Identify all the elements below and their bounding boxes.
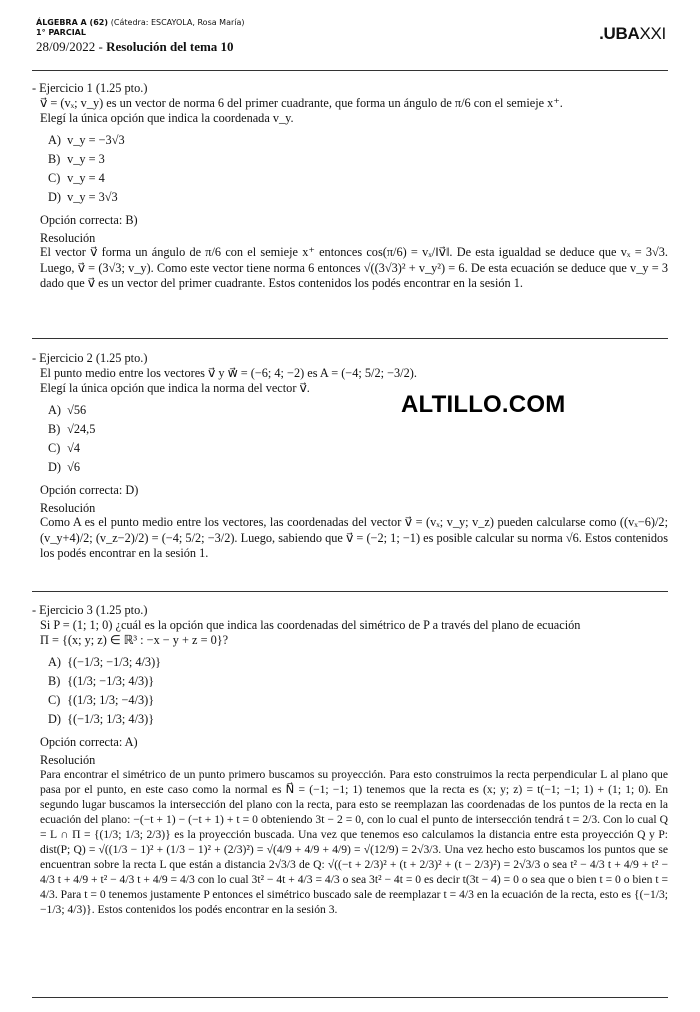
exercise-statement: El punto medio entre los vectores v⃗ y w⃗ = (−6; 4; −2) es A = (−4; 5/2; −3/2).: [40, 366, 417, 380]
exercise-3: [32, 603, 668, 917]
correct-option: Opción correcta: B): [40, 213, 138, 227]
option-letter: D): [48, 190, 61, 204]
option-c: [48, 439, 668, 458]
option-text: {(−1/3; −1/3; 4/3)}: [67, 655, 162, 669]
resolution-label: Resolución: [40, 753, 96, 767]
exercise-statement: Si P = (1; 1; 0) ¿cuál es la opción que indica las coordenadas del simétrico de P a través del plano de ecuación: [40, 618, 581, 632]
exercise-heading: - Ejercicio 1 (1.25 pto.): [32, 81, 148, 95]
exam-date: 28/09/2022: [36, 39, 96, 54]
option-text: √6: [67, 460, 80, 474]
option-text: {(−1/3; 1/3; 4/3)}: [67, 712, 155, 726]
option-text: √56: [67, 403, 87, 417]
option-letter: C): [48, 171, 61, 185]
options-list: [48, 131, 668, 207]
option-text: v_y = 3√3: [67, 190, 118, 204]
resolution-label: Resolución: [40, 501, 96, 515]
option-letter: B): [48, 152, 61, 166]
exercise-instruction: Elegí la única opción que indica la coordenada v_y.: [40, 111, 294, 125]
option-d: [48, 188, 668, 207]
options-list: [48, 653, 668, 729]
exercise-instruction: Π = {(x; y; z) ∈ ℝ³ : −x − y + z = 0}?: [40, 633, 229, 647]
exercise-1: [32, 81, 668, 292]
option-letter: C): [48, 441, 61, 455]
header-divider: [32, 70, 668, 71]
date-separator: -: [95, 39, 107, 54]
option-text: {(1/3; 1/3; −4/3)}: [67, 693, 155, 707]
option-letter: B): [48, 422, 61, 436]
exercise-instruction: Elegí la única opción que indica la norma del vector v⃗.: [40, 381, 310, 395]
logo-main: .UBA: [599, 24, 640, 43]
exam-name: 1° PARCIAL: [36, 28, 86, 37]
exercise-divider: [32, 997, 668, 998]
option-c: [48, 169, 668, 188]
exercise-divider: [32, 591, 668, 592]
option-letter: D): [48, 712, 61, 726]
option-letter: D): [48, 460, 61, 474]
option-letter: A): [48, 655, 61, 669]
option-text: √24,5: [67, 422, 96, 436]
option-letter: C): [48, 693, 61, 707]
option-letter: A): [48, 403, 61, 417]
exercise-statement: v⃗ = (vₓ; v_y) es un vector de norma 6 del primer cuadrante, que forma un ángulo de π/6 con el semieje x⁺.: [40, 96, 563, 110]
option-b: [48, 420, 668, 439]
option-c: [48, 691, 668, 710]
option-d: [48, 710, 668, 729]
date-title-line: [36, 39, 666, 55]
resolution-label: Resolución: [40, 231, 96, 245]
option-b: [48, 150, 668, 169]
option-letter: A): [48, 133, 61, 147]
course-name: ÁLGEBRA A (62): [36, 18, 108, 27]
option-d: [48, 458, 668, 477]
option-text: {(1/3; −1/3; 4/3)}: [67, 674, 155, 688]
options-list: [48, 401, 668, 477]
page-header: [36, 18, 666, 55]
exercise-divider: [32, 338, 668, 339]
resolution-text: El vector v⃗ forma un ángulo de π/6 con el semieje x⁺ entonces cos(π/6) = vₓ/‖v⃗‖. De esta igualdad se deduce que vₓ = 3√3. Luego, v⃗ = (3√3; v_y). Como este vector tiene norma 6 entonces √((3√3)² + v_y²) = 6. De esta ecuación se deduce que v_y = 3 dado que v⃗ es un vector del primer cuadrante. Estos contenidos los podés encontrar en la sesión 1.: [40, 245, 668, 290]
course-chair: (Cátedra: ESCAYOLA, Rosa María): [110, 18, 245, 27]
document-title: Resolución del tema 10: [106, 39, 234, 54]
option-text: v_y = 3: [67, 152, 105, 166]
correct-option: Opción correcta: D): [40, 483, 139, 497]
exercise-heading: - Ejercicio 3 (1.25 pto.): [32, 603, 148, 617]
course-line: [36, 18, 666, 28]
correct-option: Opción correcta: A): [40, 735, 138, 749]
exercise-heading: - Ejercicio 2 (1.25 pto.): [32, 351, 148, 365]
option-b: [48, 672, 668, 691]
option-text: v_y = −3√3: [67, 133, 125, 147]
exercise-2: [32, 351, 668, 562]
resolution-text: Para encontrar el simétrico de un punto primero buscamos su proyección. Para esto construimos la recta perpendicular L al plano que pasa por el punto, en este caso como la normal es N⃗ = (−1; −1; 1) tenemos que la recta es (x; y; z) = t(−1; −1; 1) + (1; 1; 0). En segundo lugar buscamos la intersección del plano con la recta, para esto se reemplazan las coordenadas de los puntos de la recta en la ecuación del plano: −(−t + 1) − (−t + 1) + t = 0 obteniendo 3t − 2 = 0, con lo cual el punto de intersección tendrá t = 2/3. Con lo cual Q = L ∩ Π = {(1/3; 1/3; 2/3)} es la proyección buscada. Una vez que tenemos eso calculamos la distancia entre esta proyección Q y P: dist(P; Q) = √((1/3 − 1)² + (1/3 − 1)² + (2/3)²) = √(4/9 + 4/9 + 4/9) = √(12/9) = 2√3/3. Una vez hecho esto buscamos los puntos que se encuentran sobre la recta L que están a distancia 2√3/3 de Q: √((−t + 2/3)² + (t + 2/3)² + (t − 2/3)²) = 2√3/3 o sea t² − 4/3 t + 4/9 + t² − 4/3 t + 4/9 + t² − 4/3 t + 4/9 = 4/3 con lo cual 3t² − 4t + 4/3 = 4/3 o sea 3t² − 4t = 0 es decir t(3t − 4) = 0 o sea que o bien t = 0 o bien t = 4/3. Para t = 0 tenemos justamente P entonces el simétrico buscado sale de reemplazar t = 4/3 en la ecuación de la recta, esto es {(−1/3; −1/3; 4/3)}. Estos contenidos los podés encontrar en la sesión 3.: [40, 768, 668, 916]
uba-xxi-logo: [599, 24, 666, 44]
option-letter: B): [48, 674, 61, 688]
option-text: √4: [67, 441, 80, 455]
resolution-text: Como A es el punto medio entre los vectores, las coordenadas del vector v⃗ = (vₓ; v_y; v_z) pueden calcularse como ((vₓ−6)/2; (v_y+4)/2; (v_z−2)/2) = (−4; 5/2; −3/2). Luego, sabiendo que v⃗ = (−2; 1; −1) es posible calcular su norma √6. Estos contenidos los podés encontrar en la sesión 1.: [40, 515, 668, 560]
logo-suffix: XXI: [639, 24, 666, 43]
option-a: [48, 653, 668, 672]
option-a: [48, 131, 668, 150]
option-a: [48, 401, 668, 420]
option-text: v_y = 4: [67, 171, 105, 185]
watermark-text: ALTILLO.COM: [401, 391, 566, 418]
